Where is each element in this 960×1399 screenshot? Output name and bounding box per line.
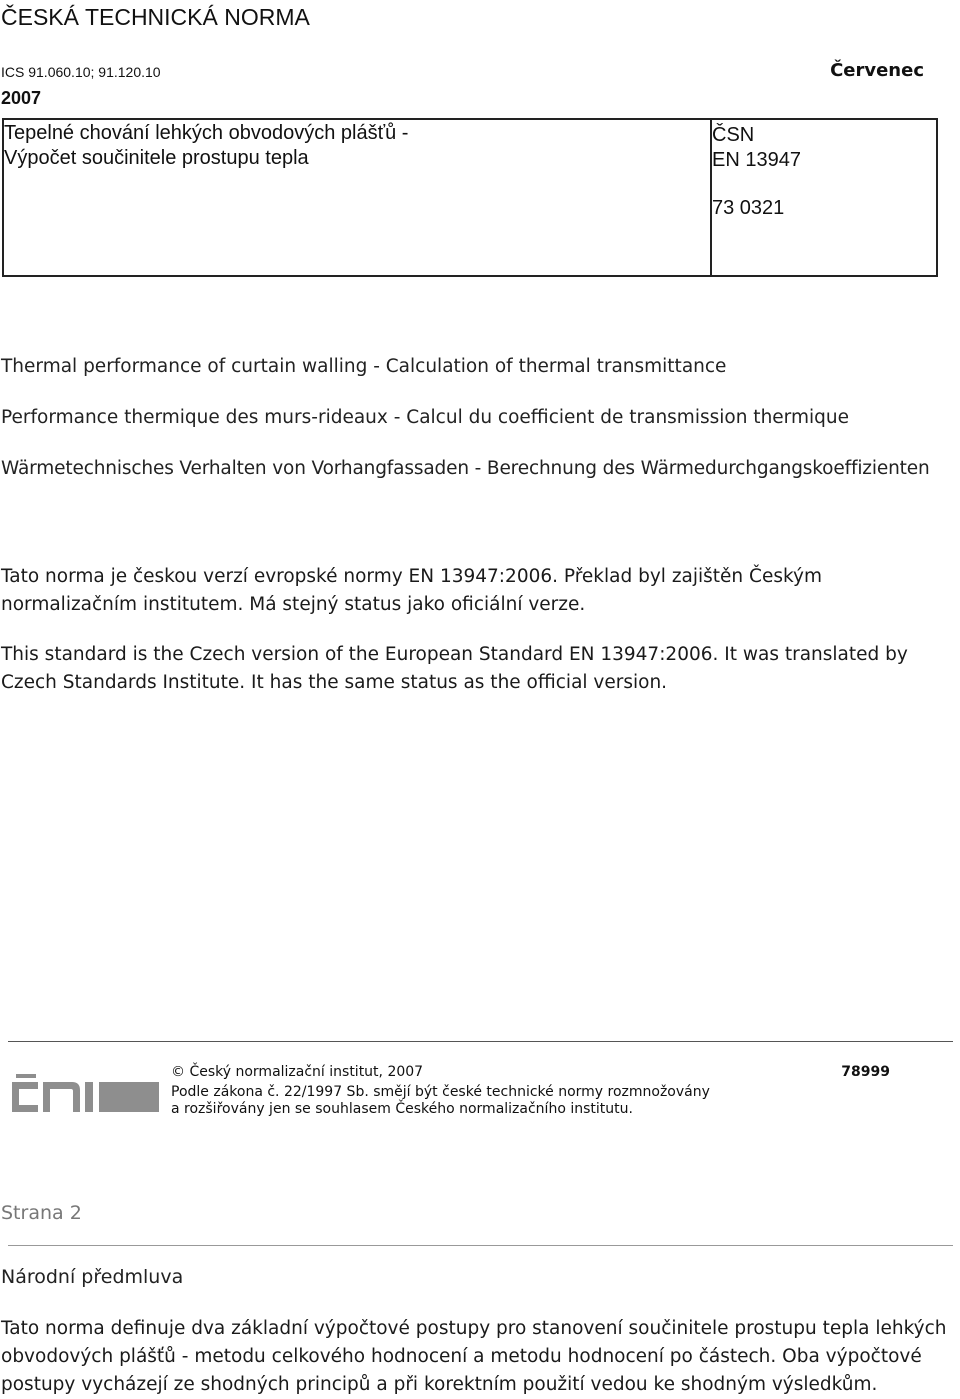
foreword-paragraph: Tato norma definuje dva základní výpočtové postupy pro stanovení součinitele prostupu tepla lehkých obvodových plášťů - metodu celkového hodnocení a metodu hodnocení po částech. Oba výpočtové postupy vycházejí ze shodných principů a při korektním použití vedou ke shodným výsledkům. (1, 1318, 947, 1395)
copyright-notice: © Český normalizační institut, 2007 (171, 1064, 424, 1080)
price-code: 78999 (841, 1064, 890, 1080)
csn-label: ČSN (712, 124, 755, 146)
page-label: Strana 2 (1, 1202, 82, 1224)
cni-logo (10, 1072, 160, 1114)
czech-statement: Tato norma je českou verzí evropské normy EN 13947:2006. Překlad byl zajištěn Českým normalizačním institutem. Má stejný status jako oficiální verze. (1, 566, 822, 615)
document-title: ČESKÁ TECHNICKÁ NORMA (1, 4, 310, 30)
czech-standard-title (4, 121, 694, 171)
czech-title-line-1: Tepelné chování lehkých obvodových plášťů - (4, 122, 409, 144)
footer-divider (8, 1041, 953, 1042)
german-title: Wärmetechnisches Verhalten von Vorhangfassaden - Berechnung des Wärmedurchgangskoeffizienten (1, 458, 930, 479)
french-title: Performance thermique des murs-rideaux - Calcul du coefficient de transmission thermique (1, 407, 849, 428)
english-statement: This standard is the Czech version of the European Standard EN 13947:2006. It was translated by Czech Standards Institute. It has the same status as the official version. (1, 644, 908, 693)
issue-month: Červenec (830, 60, 924, 81)
issue-year: 2007 (1, 88, 42, 108)
law-line-2: a rozšiřovány jen se souhlasem Českého normalizačního institutu. (171, 1101, 633, 1117)
standard-info-box (2, 118, 938, 277)
en-number: EN 13947 (712, 149, 801, 171)
page-divider (8, 1245, 953, 1246)
english-title: Thermal performance of curtain walling - Calculation of thermal transmittance (1, 356, 727, 377)
standard-number (712, 123, 801, 173)
czech-title-line-2: Výpočet součinitele prostupu tepla (4, 147, 309, 169)
section-title: Národní předmluva (1, 1266, 184, 1288)
law-line-1: Podle zákona č. 22/1997 Sb. smějí být české technické normy rozmnožovány (171, 1084, 710, 1100)
ics-code: ICS 91.060.10; 91.120.10 (1, 64, 161, 80)
classification-number: 73 0321 (712, 197, 785, 219)
law-notice (171, 1084, 710, 1118)
